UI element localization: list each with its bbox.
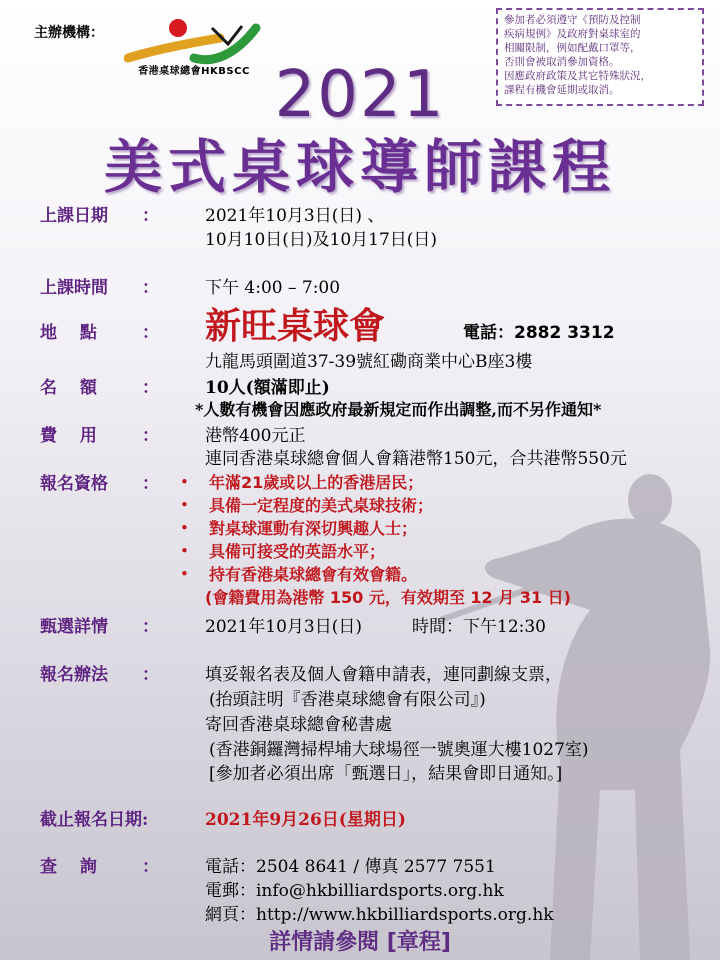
course-year: 2021 <box>274 58 446 132</box>
notice-line: 因應政府政策及其它特殊狀況， <box>504 70 651 82</box>
time-value: 下午 4:00 – 7:00 <box>205 278 341 298</box>
notice-line: 否則會被取消參加資格。 <box>504 56 620 68</box>
eligibility-item: 對桌球運動有深切興趣人士； <box>209 519 418 538</box>
notice-line: 參加者必須遵守《預防及控制 <box>504 14 641 26</box>
eligibility-item: 年滿21歲或以上的香港居民； <box>209 473 424 492</box>
colon: ： <box>142 278 159 298</box>
date-label: 上課日期 <box>40 206 108 226</box>
apply-line: 寄回香港桌球總會秘書處 <box>205 715 392 735</box>
notice-line: 相關限制，例如配戴口罩等， <box>504 42 641 54</box>
logo-text: 香港桌球總會HKBSCC <box>138 66 250 77</box>
colon: ： <box>142 617 159 637</box>
venue-name: 新旺桌球會 <box>205 306 386 347</box>
apply-line: 填妥報名表及個人會籍申請表，連同劃線支票， <box>205 665 562 685</box>
colon: ： <box>142 323 159 343</box>
colon: ： <box>142 206 159 226</box>
colon: ： <box>142 378 159 398</box>
bullet-icon: • <box>180 473 189 491</box>
notice-line: 疾病規例》及政府對桌球室的 <box>504 28 641 40</box>
selection-label: 甄選詳情 <box>40 617 108 637</box>
course-title: 美式桌球導師課程 <box>103 133 616 201</box>
venue-phone: 電話：2882 3312 <box>463 323 615 343</box>
bullet-icon: • <box>180 565 189 583</box>
enquiry-email[interactable]: 電郵：info@hkbilliardsports.org.hk <box>205 881 504 901</box>
eligibility-label: 報名資格 <box>40 474 108 494</box>
date-value-line2: 10月10日(日)及10月17日(日) <box>205 230 438 250</box>
bullet-icon: • <box>180 542 189 560</box>
eligibility-item: 具備一定程度的美式桌球技術； <box>209 496 434 515</box>
venue-label: 地 點 <box>40 323 97 343</box>
deadline-label: 截止報名日期: <box>40 810 149 830</box>
selection-date: 2021年10月3日(日) <box>205 617 362 637</box>
fee-value-line1: 港幣400元正 <box>205 426 306 446</box>
eligibility-item: 持有香港桌球總會有效會籍。 <box>209 565 418 584</box>
notice-line: 課程有機會延期或取消。 <box>504 84 620 96</box>
colon: ： <box>142 665 159 685</box>
apply-line: (香港銅鑼灣掃桿埔大球場徑一號奧運大樓1027室) <box>209 740 589 760</box>
time-label: 上課時間 <box>40 278 108 298</box>
enquiry-website[interactable]: 網頁：http://www.hkbilliardsports.org.hk <box>205 905 554 925</box>
apply-line: [參加者必須出席「甄選日」，結果會即日通知。] <box>209 764 563 784</box>
apply-label: 報名辦法 <box>40 665 108 685</box>
venue-address: 九龍馬頭圍道37-39號紅磡商業中心B座3樓 <box>205 352 533 372</box>
regulations-link[interactable]: 詳情請參閱 [章程] <box>269 930 451 955</box>
eligibility-item: 具備可接受的英語水平； <box>209 542 386 561</box>
apply-line: (抬頭註明『香港桌球總會有限公司』) <box>209 690 486 710</box>
bullet-icon: • <box>180 496 189 514</box>
enquiry-phone: 電話：2504 8641 / 傳真 2577 7551 <box>205 857 496 877</box>
quota-value: 10人(額滿即止) <box>205 378 330 398</box>
colon: ： <box>142 857 159 877</box>
colon: ： <box>142 474 159 494</box>
selection-time: 時間：下午12:30 <box>412 617 546 637</box>
bullet-icon: • <box>180 519 189 537</box>
enquiry-label: 查 詢 <box>40 857 97 877</box>
fee-value-line2: 連同香港桌球總會個人會籍港幣150元，合共港幣550元 <box>205 449 627 469</box>
organizer-label: 主辦機構： <box>34 25 104 41</box>
deadline-value: 2021年9月26日(星期日) <box>205 810 406 830</box>
fee-label: 費 用 <box>40 426 97 446</box>
quota-label: 名 額 <box>40 378 97 398</box>
colon: ： <box>142 426 159 446</box>
quota-note: *人數有機會因應政府最新規定而作出調整,而不另作通知* <box>195 400 602 419</box>
membership-note: (會籍費用為港幣 150 元，有效期至 12 月 31 日) <box>205 588 571 607</box>
date-value-line1: 2021年10月3日(日) 、 <box>205 206 385 226</box>
